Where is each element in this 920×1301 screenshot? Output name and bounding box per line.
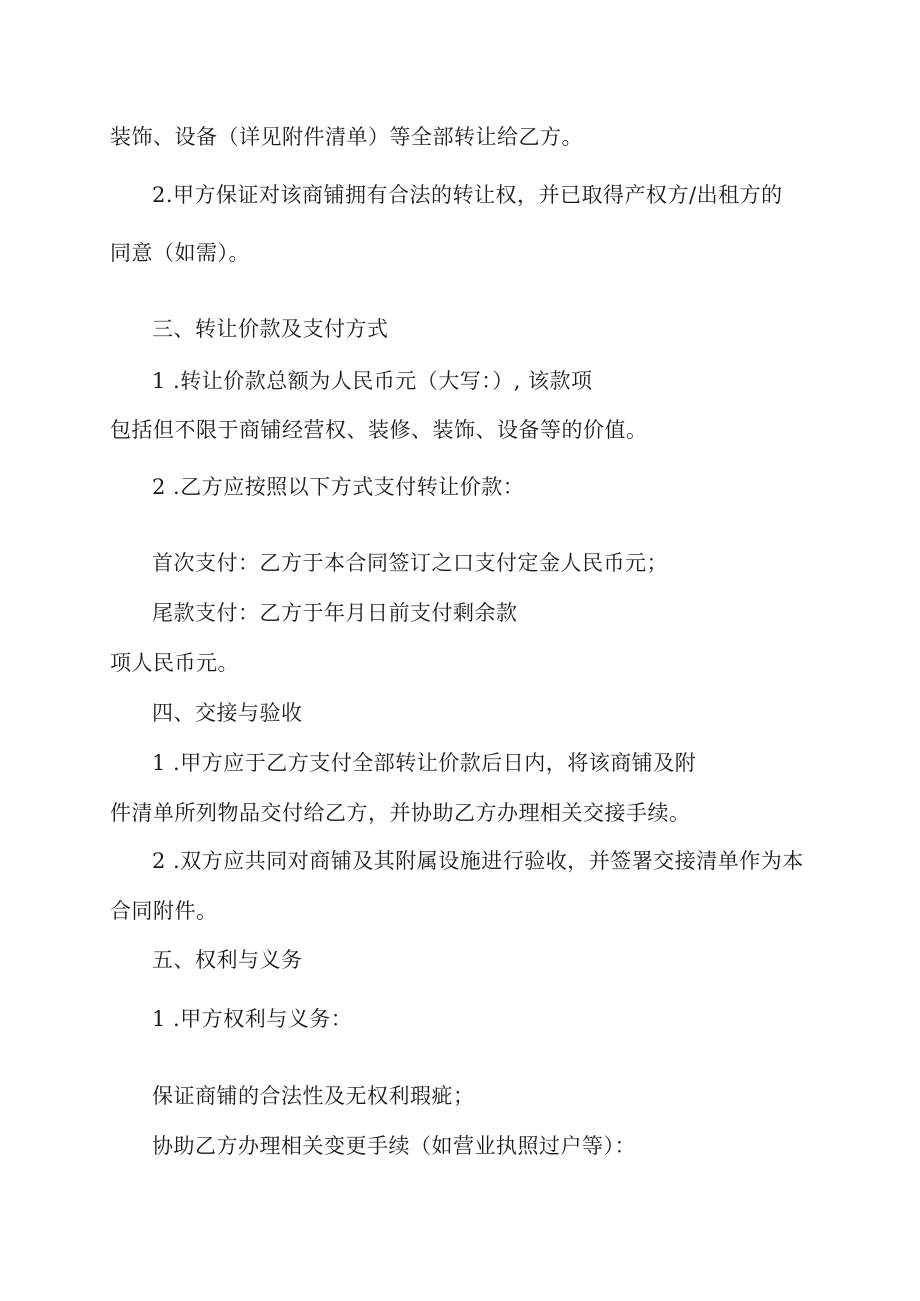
obligation-item: 协助乙方办理相关变更手续（如营业执照过户等）： [152,1134,636,1158]
clause-2-text: 2.甲方保证对该商铺拥有合法的转让权，并已取得产权方/出租方的 [152,183,783,207]
text-line: 装饰、设备（详见附件清单）等全部转让给乙方。 [110,125,583,149]
clause-4-1-text: 1 .甲方应于乙方支付全部转让价款后日内，将该商铺及附 [152,751,697,775]
section-heading-3: 三、转让价款及支付方式 [152,317,389,341]
clause-5-1-text: 1 .甲方权利与义务： [152,1007,353,1031]
section-heading-5: 五、权利与义务 [152,948,303,972]
obligation-item: 保证商铺的合法性及无权利瑕疵； [152,1084,475,1108]
first-payment-text: 首次支付：乙方于本合同签订之口支付定金人民币元； [152,551,668,575]
text-line: 同意（如需）。 [110,241,250,265]
clause-3-1-text: 1 .转让价款总额为人民币元（大写：）, 该款项 [152,369,593,393]
clause-3-2-text: 2 .乙方应按照以下方式支付转让价款： [152,475,525,499]
section-heading-4: 四、交接与验收 [152,701,303,725]
clause-4-2-text: 2 .双方应共同对商铺及其附属设施进行验收，并签署交接清单作为本 [152,849,804,873]
text-line: 件清单所列物品交付给乙方，并协助乙方办理相关交接手续。 [110,801,691,825]
final-payment-text: 尾款支付：乙方于年月日前支付剩余款 [152,601,518,625]
text-line: 包括但不限于商铺经营权、装修、装饰、设备等的价值。 [110,418,648,442]
text-line: 项人民币元。 [110,651,239,675]
text-line: 合同附件。 [110,899,218,923]
